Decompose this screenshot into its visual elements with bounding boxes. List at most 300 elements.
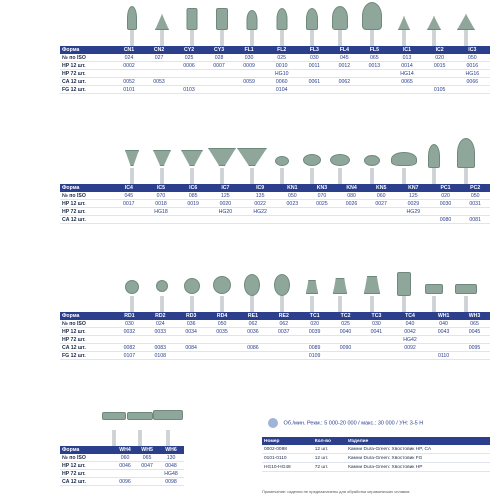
tool-image[interactable] [326, 0, 354, 46]
row-label: CA 12 шт. [60, 478, 114, 486]
table-cell [204, 86, 234, 94]
tool-image[interactable] [118, 138, 146, 184]
table-cell: HG16 [455, 70, 490, 78]
table-cell: 0101-0110 [262, 454, 313, 463]
table-cell: 050 [207, 320, 238, 328]
table-cell [329, 70, 359, 78]
table-cell [144, 216, 179, 224]
row-label: FG 12 шт. [60, 352, 114, 360]
table-cell: 0023 [278, 200, 308, 208]
table-cell: 0027 [366, 200, 396, 208]
table-row [60, 328, 490, 336]
table-cell [330, 336, 361, 344]
table-cell: HG10-HG48 [262, 463, 313, 472]
table-cell: 065 [459, 320, 490, 328]
table-cell: HG42 [392, 336, 428, 344]
column-header: IC9 [243, 184, 278, 192]
column-header: CY2 [174, 46, 204, 54]
table-cell [176, 352, 207, 360]
table-row [60, 54, 490, 62]
table-row [60, 216, 490, 224]
table-cell [278, 208, 308, 216]
table-cell: 025 [174, 54, 204, 62]
row-label: № по ISO [60, 54, 114, 62]
column-header: KN1 [278, 184, 308, 192]
table-cell: 0046 [114, 462, 136, 470]
table-cell [178, 216, 208, 224]
table-row [60, 192, 490, 200]
table-cell [136, 470, 158, 478]
table-cell [392, 352, 428, 360]
table-cell: 036 [176, 320, 207, 328]
speed-icon [268, 418, 278, 428]
table-cell: 0017 [114, 200, 144, 208]
tool-image[interactable] [390, 138, 418, 184]
table-cell [144, 86, 174, 94]
tool-image[interactable] [298, 0, 326, 46]
table-cell: 0033 [145, 328, 176, 336]
table-cell [243, 216, 278, 224]
table-cell: 130 [158, 454, 184, 462]
table-cell: Камни Dura-Green: Хвостовик HP [346, 463, 490, 472]
column-header: PC2 [460, 184, 490, 192]
table-cell: 0104 [264, 86, 299, 94]
table-cell: 0009 [234, 62, 264, 70]
tool-image[interactable] [268, 138, 296, 184]
table-row [60, 470, 184, 478]
column-header: IC1 [389, 46, 424, 54]
table-cell [337, 208, 367, 216]
table-row [262, 463, 490, 472]
table-cell: 050 [455, 54, 490, 62]
tool-image[interactable] [208, 0, 236, 46]
table-cell: 0030 [431, 200, 461, 208]
row-label: № по ISO [60, 320, 114, 328]
tool-image[interactable] [358, 266, 386, 312]
table-row [60, 454, 184, 462]
row-label: HP 12 шт. [60, 200, 114, 208]
table-cell: 0096 [114, 478, 136, 486]
table-cell: 0011 [299, 62, 329, 70]
column-header: KN3 [307, 184, 337, 192]
table-cell [299, 70, 329, 78]
column-header: WH1 [428, 312, 459, 320]
table-cell [330, 352, 361, 360]
table-cell [366, 208, 396, 216]
table-cell: 0016 [455, 62, 490, 70]
info-header: Кол-во [313, 437, 346, 445]
table-cell [361, 336, 392, 344]
speed-note [268, 418, 488, 428]
table-row [60, 336, 490, 344]
tool-image[interactable] [452, 266, 480, 312]
table-cell: 0045 [459, 328, 490, 336]
column-header: IC6 [178, 184, 208, 192]
table-cell: 0025 [307, 200, 337, 208]
table-cell [428, 344, 459, 352]
table-cell [207, 336, 238, 344]
tool-image[interactable] [118, 0, 146, 46]
table-cell [359, 78, 389, 86]
column-header: FL4 [329, 46, 359, 54]
tool-image[interactable] [298, 138, 326, 184]
column-header: KN7 [396, 184, 431, 192]
spec-table [60, 312, 490, 360]
table-cell: 045 [329, 54, 359, 62]
table-cell: 0042 [392, 328, 428, 336]
tool-image[interactable] [118, 266, 146, 312]
table-cell [207, 344, 238, 352]
column-header: TC3 [361, 312, 392, 320]
table-cell [268, 344, 299, 352]
column-header: Форма [60, 446, 114, 454]
table-cell: 0065 [389, 78, 424, 86]
table-cell [366, 216, 396, 224]
column-header: KN5 [366, 184, 396, 192]
table-cell [144, 62, 174, 70]
row-label: HP 12 шт. [60, 462, 114, 470]
table-cell: 065 [136, 454, 158, 462]
table-cell: 0082 [114, 344, 145, 352]
row-label: HP 12 шт. [60, 62, 114, 70]
column-header: Форма [60, 184, 114, 192]
column-header: IC4 [114, 184, 144, 192]
table-cell: 027 [144, 54, 174, 62]
table-cell: 0066 [455, 78, 490, 86]
table-cell [176, 336, 207, 344]
product-block-2 [60, 138, 490, 224]
column-header: WH5 [136, 446, 158, 454]
table-cell: 025 [330, 320, 361, 328]
column-header: FL3 [299, 46, 329, 54]
table-cell: 085 [178, 192, 208, 200]
table-cell: 0037 [268, 328, 299, 336]
column-header: TC2 [330, 312, 361, 320]
table-cell: 0029 [396, 200, 431, 208]
table-cell: 0105 [425, 86, 455, 94]
tool-image[interactable] [420, 138, 448, 184]
table-cell: 0095 [459, 344, 490, 352]
table-cell: 030 [114, 320, 145, 328]
table-cell [460, 208, 490, 216]
tool-row-3 [60, 266, 490, 312]
tool-image[interactable] [148, 266, 176, 312]
column-header: IC7 [208, 184, 243, 192]
table-cell [359, 86, 389, 94]
speed-note-text: Об./мин. Рекм.: 5 000-20 000 / макс.: 30 000 / УН: 3-5 Н [283, 420, 424, 427]
table-cell: 020 [299, 320, 330, 328]
table-row [60, 208, 490, 216]
table-cell [361, 344, 392, 352]
table-cell [178, 208, 208, 216]
table-cell [278, 216, 308, 224]
table-cell: 0083 [145, 344, 176, 352]
table-cell: 024 [114, 54, 144, 62]
info-table [262, 437, 490, 472]
table-row [60, 320, 490, 328]
table-row [60, 78, 490, 86]
table-cell: 080 [337, 192, 367, 200]
table-cell: 0047 [136, 462, 158, 470]
table-cell: 0092 [392, 344, 428, 352]
table-cell [329, 86, 359, 94]
table-cell [299, 336, 330, 344]
table-cell: HG18 [144, 208, 179, 216]
column-header: RD4 [207, 312, 238, 320]
tool-image[interactable] [358, 0, 386, 46]
table-cell: HG14 [389, 70, 424, 78]
row-label: CA 12 шт. [60, 344, 114, 352]
table-cell: 0013 [359, 62, 389, 70]
table-row [262, 454, 490, 463]
table-row [60, 86, 490, 94]
column-header: CY3 [204, 46, 234, 54]
table-cell: 0084 [176, 344, 207, 352]
tool-image[interactable] [208, 138, 236, 184]
column-header: Форма [60, 312, 114, 320]
table-cell: Камни Dura-Green: Хвостовик FG [346, 454, 490, 463]
row-label: CA 12 шт. [60, 216, 114, 224]
table-cell: 0103 [174, 86, 204, 94]
column-header: IC5 [144, 184, 179, 192]
row-label: HP 12 шт. [60, 328, 114, 336]
tool-image[interactable] [178, 266, 206, 312]
tool-image[interactable] [326, 266, 354, 312]
tool-row-4 [60, 400, 184, 446]
tool-image[interactable] [178, 0, 206, 46]
spec-table [60, 46, 490, 94]
table-cell: 013 [389, 54, 424, 62]
tool-image[interactable] [390, 266, 418, 312]
table-cell [459, 336, 490, 344]
tool-image[interactable] [126, 400, 154, 446]
tool-image[interactable] [238, 0, 266, 46]
table-cell: 045 [114, 192, 144, 200]
table-cell: 0036 [238, 328, 269, 336]
table-cell: 0012 [329, 62, 359, 70]
table-cell: 0002-0098 [262, 445, 313, 454]
table-cell [114, 216, 144, 224]
tool-image[interactable] [268, 0, 296, 46]
table-cell: 065 [359, 54, 389, 62]
table-cell [114, 336, 145, 344]
column-header: IC2 [425, 46, 455, 54]
table-cell: 020 [431, 192, 461, 200]
table-cell: 0019 [178, 200, 208, 208]
row-label: CA 12 шт. [60, 78, 114, 86]
table-cell: 024 [145, 320, 176, 328]
column-header: Форма [60, 46, 114, 54]
tool-row-2 [60, 138, 490, 184]
table-cell [299, 86, 329, 94]
table-cell [234, 70, 264, 78]
table-cell: 062 [268, 320, 299, 328]
info-header: Номер [262, 437, 313, 445]
table-cell [307, 208, 337, 216]
tool-image[interactable] [148, 0, 176, 46]
table-cell: 0101 [114, 86, 144, 94]
column-header: CN1 [114, 46, 144, 54]
table-cell: 0109 [299, 352, 330, 360]
table-cell: 0039 [299, 328, 330, 336]
column-header: WH3 [459, 312, 490, 320]
table-cell [359, 70, 389, 78]
table-cell [208, 216, 243, 224]
product-block-4 [60, 400, 184, 486]
row-label: HP 72 шт. [60, 336, 114, 344]
table-cell: 0107 [114, 352, 145, 360]
tool-image[interactable] [452, 0, 480, 46]
row-label: № по ISO [60, 454, 114, 462]
column-header: RE2 [268, 312, 299, 320]
table-cell: 0108 [145, 352, 176, 360]
column-header: TC4 [392, 312, 428, 320]
table-cell: 0043 [428, 328, 459, 336]
table-cell [234, 86, 264, 94]
column-header: FL2 [264, 46, 299, 54]
table-cell [431, 208, 461, 216]
info-header: Изделие [346, 437, 490, 445]
table-cell: 0015 [425, 62, 455, 70]
product-block-1 [60, 0, 490, 94]
table-cell: 0086 [238, 344, 269, 352]
table-cell: 0053 [144, 78, 174, 86]
table-cell: 070 [307, 192, 337, 200]
table-cell: HG29 [396, 208, 431, 216]
tool-image[interactable] [100, 400, 128, 446]
table-cell [174, 70, 204, 78]
table-cell [459, 352, 490, 360]
table-cell [396, 216, 431, 224]
table-cell: 0040 [330, 328, 361, 336]
row-label: HP 72 шт. [60, 70, 114, 78]
column-header: RD2 [145, 312, 176, 320]
tool-image[interactable] [326, 138, 354, 184]
table-cell: 0034 [176, 328, 207, 336]
row-label: HP 72 шт. [60, 470, 114, 478]
table-cell: 0022 [243, 200, 278, 208]
table-cell [136, 478, 158, 486]
table-cell: 0081 [460, 216, 490, 224]
table-row [60, 62, 490, 70]
table-cell [114, 70, 144, 78]
table-cell [174, 78, 204, 86]
column-header: WH4 [114, 446, 136, 454]
table-cell: 028 [204, 54, 234, 62]
table-cell [389, 86, 424, 94]
column-header: IC3 [455, 46, 490, 54]
table-cell [428, 336, 459, 344]
column-header: CN2 [144, 46, 174, 54]
tool-image[interactable] [178, 138, 206, 184]
table-cell: 030 [361, 320, 392, 328]
table-cell [145, 336, 176, 344]
table-cell: 0060 [264, 78, 299, 86]
column-header: TC1 [299, 312, 330, 320]
table-cell [238, 352, 269, 360]
tool-image[interactable] [390, 0, 418, 46]
table-cell: 040 [428, 320, 459, 328]
table-cell: 030 [299, 54, 329, 62]
table-cell [307, 216, 337, 224]
row-label: № по ISO [60, 192, 114, 200]
table-cell [425, 70, 455, 78]
table-cell: 0048 [158, 462, 184, 470]
table-cell: 0059 [234, 78, 264, 86]
table-cell: 125 [396, 192, 431, 200]
table-cell [337, 216, 367, 224]
tool-image[interactable] [154, 400, 182, 446]
column-header: PC1 [431, 184, 461, 192]
tool-image[interactable] [358, 138, 386, 184]
table-row [60, 462, 184, 470]
table-cell: 0089 [299, 344, 330, 352]
column-header: WH6 [158, 446, 184, 454]
table-cell: 0007 [204, 62, 234, 70]
table-cell: 12 шт. [313, 445, 346, 454]
table-row [60, 344, 490, 352]
table-cell: 060 [114, 454, 136, 462]
table-cell: HG10 [264, 70, 299, 78]
footnote: Примечание: изделия не предназначены для обработки керамических сплавов. [262, 489, 411, 494]
table-cell: 135 [243, 192, 278, 200]
table-cell [144, 70, 174, 78]
table-cell [268, 336, 299, 344]
table-cell: HG48 [158, 470, 184, 478]
table-cell: 0110 [428, 352, 459, 360]
table-cell: 0035 [207, 328, 238, 336]
table-row [60, 200, 490, 208]
spec-table [60, 184, 490, 224]
table-cell: 0026 [337, 200, 367, 208]
table-cell: 060 [366, 192, 396, 200]
table-row [60, 70, 490, 78]
tool-image[interactable] [452, 138, 480, 184]
table-cell: 070 [144, 192, 179, 200]
table-cell: 062 [238, 320, 269, 328]
table-cell: 040 [392, 320, 428, 328]
column-header: RD3 [176, 312, 207, 320]
tool-image[interactable] [238, 138, 266, 184]
table-cell [204, 78, 234, 86]
table-row [60, 352, 490, 360]
table-cell: 0041 [361, 328, 392, 336]
table-cell: 0052 [114, 78, 144, 86]
row-label: FG 12 шт. [60, 86, 114, 94]
table-cell: HG22 [243, 208, 278, 216]
table-cell: 050 [460, 192, 490, 200]
table-cell: 0098 [158, 478, 184, 486]
table-cell: 050 [278, 192, 308, 200]
tool-image[interactable] [420, 266, 448, 312]
tool-image[interactable] [238, 266, 266, 312]
table-cell [207, 352, 238, 360]
table-row [262, 445, 490, 454]
table-cell: 030 [234, 54, 264, 62]
tool-image[interactable] [148, 138, 176, 184]
table-cell: 0020 [208, 200, 243, 208]
column-header: KN4 [337, 184, 367, 192]
table-cell: 0062 [329, 78, 359, 86]
tool-image[interactable] [420, 0, 448, 46]
tool-image[interactable] [268, 266, 296, 312]
column-header: RE1 [238, 312, 269, 320]
tool-image[interactable] [208, 266, 236, 312]
column-header: FL5 [359, 46, 389, 54]
table-cell: 0032 [114, 328, 145, 336]
tool-image[interactable] [298, 266, 326, 312]
table-cell: 025 [264, 54, 299, 62]
